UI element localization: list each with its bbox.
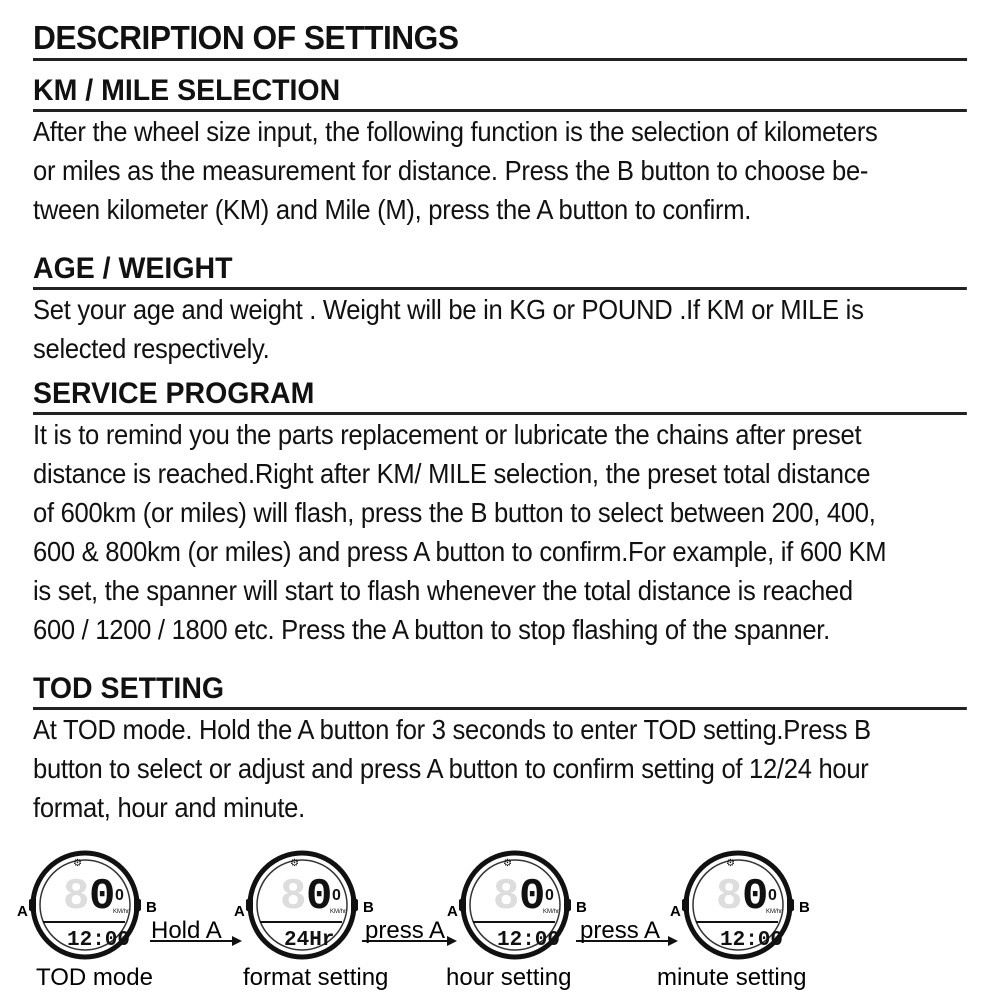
- caption-format-setting: format setting: [243, 964, 389, 991]
- arrow-right-icon: [668, 936, 678, 946]
- device-hour-setting: [447, 853, 587, 957]
- page-title: DESCRIPTION OF SETTINGS: [33, 18, 968, 61]
- unit-label: KM/hr: [113, 909, 130, 915]
- section-heading-service-program: SERVICE PROGRAM: [33, 376, 967, 415]
- speed-decimal: 0: [332, 887, 341, 904]
- arrow-hold-a: [150, 917, 242, 946]
- svg-text:8: 8: [280, 872, 307, 922]
- caption-tod-mode: TOD mode: [36, 964, 153, 991]
- svg-text:8: 8: [716, 872, 743, 922]
- device-tod-mode: [17, 853, 157, 957]
- button-b-label: B: [146, 899, 157, 916]
- speed-digit: 0: [306, 872, 333, 922]
- unit-label: KM/hr: [766, 909, 783, 915]
- button-a-label: A: [670, 903, 681, 920]
- arrow-right-icon: [232, 936, 242, 946]
- button-b-icon: [134, 895, 141, 915]
- time-display: 24Hr: [284, 929, 335, 952]
- arrow-press-a-1: [362, 917, 457, 946]
- button-a-label: A: [17, 903, 28, 920]
- speed-digit: 0: [742, 872, 769, 922]
- section-heading-age-weight: AGE / WEIGHT: [33, 251, 967, 290]
- svg-text:8: 8: [493, 872, 520, 922]
- button-a-icon: [459, 895, 466, 915]
- button-a-label: A: [234, 903, 245, 920]
- section-body-age-weight: Set your age and weight . Weight will be in KG or POUND .If KM or MILE is selected respectively.: [33, 294, 864, 364]
- arrow-right-icon: [447, 936, 457, 946]
- arrow-label: Hold A: [151, 917, 222, 944]
- arrow-label: press A: [580, 917, 661, 944]
- manual-page: [33, 18, 969, 827]
- speed-decimal: 0: [115, 887, 124, 904]
- tod-setting-diagram: [0, 850, 1001, 1001]
- device-format-setting: [234, 853, 374, 957]
- unit-label: KM/hr: [330, 909, 347, 915]
- device-minute-setting: [670, 853, 810, 957]
- speed-decimal: 0: [768, 887, 777, 904]
- button-b-label: B: [576, 899, 587, 916]
- button-a-icon: [29, 895, 36, 915]
- bike-icon: ⚙: [290, 858, 299, 869]
- speed-digit: 0: [89, 872, 116, 922]
- button-a-icon: [682, 895, 689, 915]
- section-heading-km-mile: KM / MILE SELECTION: [33, 73, 967, 112]
- button-b-label: B: [799, 899, 810, 916]
- svg-text:8: 8: [63, 872, 90, 922]
- speed-decimal: 0: [545, 887, 554, 904]
- speed-digit: 0: [519, 872, 546, 922]
- arrow-press-a-2: [576, 917, 678, 946]
- button-b-icon: [564, 895, 571, 915]
- button-a-icon: [246, 895, 253, 915]
- section-body-service-program: It is to remind you the parts replacement or lubricate the chains after preset distance is reached.Right after KM/ MILE selection, the preset total distance of 600km (or miles) will flash, press the B button to select between 200, 400, 600 & 800km (or miles) and press A button to confirm.For example, if 600 KM is set, the spanner will start to flash whenever the total distance is reached 600 / 1200 / 1800 etc. Press the A button to stop flashing of the spanner.: [33, 419, 887, 645]
- time-display: 12:00: [67, 929, 131, 952]
- button-a-label: A: [447, 903, 458, 920]
- bike-icon: ⚙: [73, 858, 82, 869]
- caption-hour-setting: hour setting: [446, 964, 572, 991]
- section-heading-tod-setting: TOD SETTING: [33, 671, 967, 710]
- unit-label: KM/hr: [543, 909, 560, 915]
- arrow-label: press A: [365, 917, 446, 944]
- time-display: 12:00: [497, 929, 561, 952]
- time-display: 12:00: [720, 929, 784, 952]
- button-b-icon: [787, 895, 794, 915]
- button-b-label: B: [363, 899, 374, 916]
- caption-minute-setting: minute setting: [657, 964, 807, 991]
- button-b-icon: [351, 895, 358, 915]
- bike-icon: ⚙: [726, 858, 735, 869]
- section-body-km-mile: After the wheel size input, the following function is the selection of kilometers or miles as the measurement for distance. Press the B button to choose be- tween kilometer (KM) and Mile (M), press the A button to confirm.: [33, 116, 878, 225]
- section-body-tod-setting: At TOD mode. Hold the A button for 3 seconds to enter TOD setting.Press B button to select or adjust and press A button to confirm setting of 12/24 hour format, hour and minute.: [33, 714, 871, 823]
- bike-icon: ⚙: [503, 858, 512, 869]
